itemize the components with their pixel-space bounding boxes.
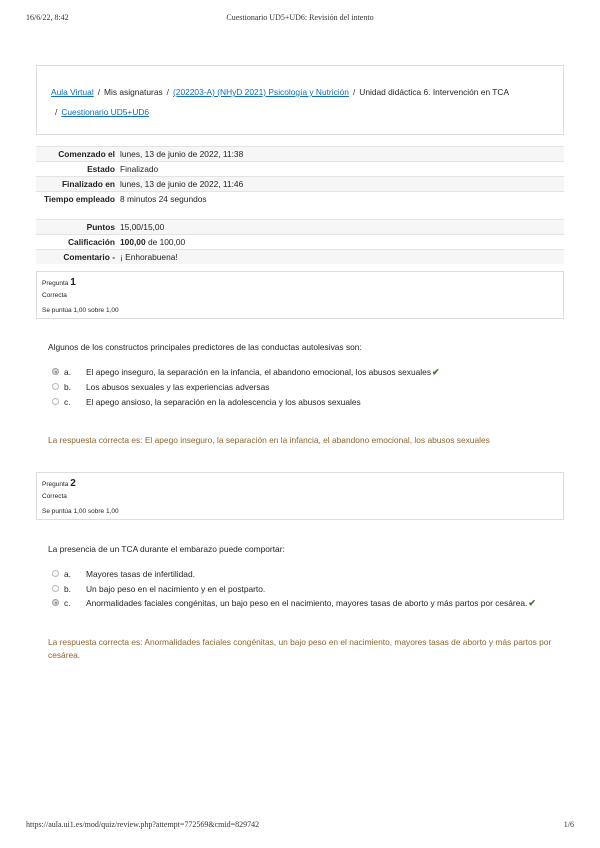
answer-option-1c[interactable]	[52, 396, 361, 409]
question-text-2: La presencia de un TCA durante el embarazo puede comportar:	[48, 544, 285, 554]
summary-row	[36, 177, 564, 192]
radio-icon[interactable]	[52, 398, 59, 405]
summary-value: ¡ Enhorabuena!	[120, 252, 178, 262]
summary-row	[36, 162, 564, 177]
summary-label: Tiempo empleado	[43, 194, 115, 204]
question-prefix: Pregunta	[42, 280, 69, 287]
answer-text: Un bajo peso en el nacimiento y en el postparto.	[86, 584, 266, 594]
question-number-value: 1	[70, 277, 76, 288]
breadcrumb-separator: /	[97, 87, 101, 97]
question-grade: Se puntúa 1,00 sobre 1,00	[42, 508, 119, 515]
breadcrumb-line-1	[51, 87, 509, 97]
answer-option-2a[interactable]	[52, 568, 195, 581]
question-grade: Se puntúa 1,00 sobre 1,00	[42, 307, 119, 314]
summary-label: Estado	[87, 164, 115, 174]
answer-letter: c.	[64, 598, 71, 608]
correct-answer-feedback-2	[48, 636, 551, 662]
question-text-1: Algunos de los constructos principales predictores de las conductas autolesivas son:	[48, 342, 362, 352]
summary-value: lunes, 13 de junio de 2022, 11:38	[120, 149, 244, 159]
grade-score: 100,00	[120, 237, 146, 247]
answer-text: Anormalidades faciales congénitas, un bajo peso en el nacimiento, mayores tasas de aborto y más partos por cesárea.	[86, 598, 528, 608]
answer-text: El apego inseguro, la separación en la infancia, el abandono emocional, los abusos sexuales	[86, 367, 432, 377]
summary-label: Puntos	[86, 222, 115, 232]
summary-value: 8 minutos 24 segundos	[120, 194, 207, 204]
summary-value	[120, 235, 564, 250]
breadcrumb-separator: /	[55, 107, 58, 117]
radio-icon[interactable]	[52, 585, 59, 592]
breadcrumb-unit: Unidad didáctica 6. Intervención en TCA	[359, 87, 510, 97]
breadcrumb-separator: /	[352, 87, 356, 97]
answer-letter: b.	[64, 382, 71, 392]
breadcrumb-separator: /	[166, 87, 169, 97]
question-info-2	[36, 472, 564, 520]
summary-label: Comentario -	[63, 252, 115, 262]
print-url: https://aula.ui1.es/mod/quiz/review.php?attempt=772569&cmid=829742	[26, 820, 260, 829]
summary-row	[36, 235, 564, 250]
question-state: Correcta	[42, 493, 67, 500]
answer-letter: c.	[64, 397, 71, 407]
question-info-1	[36, 271, 564, 319]
correct-check-icon: ✔	[432, 367, 440, 377]
radio-checked-icon[interactable]	[52, 368, 59, 375]
summary-row	[36, 250, 564, 265]
correct-check-icon: ✔	[528, 598, 536, 608]
correct-answer-feedback-1: La respuesta correcta es: El apego inseguro, la separación en la infancia, el abandono emocional, los abusos sexuales	[48, 435, 490, 445]
feedback-line: La respuesta correcta es: Anormalidades faciales congénitas, un bajo peso en el nacimiento, mayores tasas de aborto y más partos por	[48, 637, 552, 647]
answer-text: Mayores tasas de infertilidad.	[86, 569, 195, 579]
answer-option-1b[interactable]	[52, 381, 269, 394]
print-title: Cuestionario UD5+UD6: Revisión del intento	[226, 13, 374, 22]
question-state: Correcta	[42, 292, 67, 299]
question-number	[42, 478, 76, 489]
print-header	[26, 13, 574, 25]
print-page-number: 1/6	[563, 820, 574, 829]
summary-row	[36, 192, 564, 220]
summary-row	[36, 220, 564, 235]
breadcrumb-course[interactable]: (202203-A) (NHyD 2021) Psicología y Nutrición	[173, 87, 349, 97]
question-number-value: 2	[70, 478, 76, 489]
answer-text: El apego ansioso, la separación en la adolescencia y los abusos sexuales	[86, 397, 361, 407]
grade-max: de 100,00	[147, 237, 186, 247]
answer-option-2b[interactable]	[52, 583, 265, 596]
answer-letter: a.	[64, 367, 71, 377]
answer-letter: a.	[64, 569, 71, 579]
answer-letter: b.	[64, 584, 71, 594]
summary-label: Comenzado el	[58, 149, 115, 159]
radio-icon[interactable]	[52, 570, 59, 577]
print-footer	[26, 820, 574, 832]
print-date: 16/6/22, 8:42	[26, 13, 69, 22]
breadcrumb-line-2	[55, 107, 149, 117]
answer-text: Los abusos sexuales y las experiencias adversas	[86, 382, 270, 392]
summary-label: Calificación	[67, 237, 115, 247]
summary-value: 15,00/15,00	[120, 222, 165, 232]
summary-value: Finalizado	[120, 164, 159, 174]
feedback-line: cesárea.	[48, 650, 81, 660]
breadcrumb-quiz[interactable]: Cuestionario UD5+UD6	[61, 107, 150, 117]
summary-row	[36, 147, 564, 162]
answer-option-2c[interactable]	[52, 597, 536, 610]
summary-value: lunes, 13 de junio de 2022, 11:46	[120, 179, 244, 189]
breadcrumb	[36, 65, 564, 135]
breadcrumb-mis-asignaturas: Mis asignaturas	[104, 87, 163, 97]
answer-option-1a[interactable]	[52, 366, 440, 379]
attempt-summary	[36, 146, 564, 264]
question-prefix: Pregunta	[42, 481, 69, 488]
breadcrumb-aula-virtual[interactable]: Aula Virtual	[51, 87, 94, 97]
radio-checked-icon[interactable]	[52, 599, 59, 606]
summary-label: Finalizado en	[61, 179, 115, 189]
radio-icon[interactable]	[52, 383, 59, 390]
question-number	[42, 277, 76, 288]
